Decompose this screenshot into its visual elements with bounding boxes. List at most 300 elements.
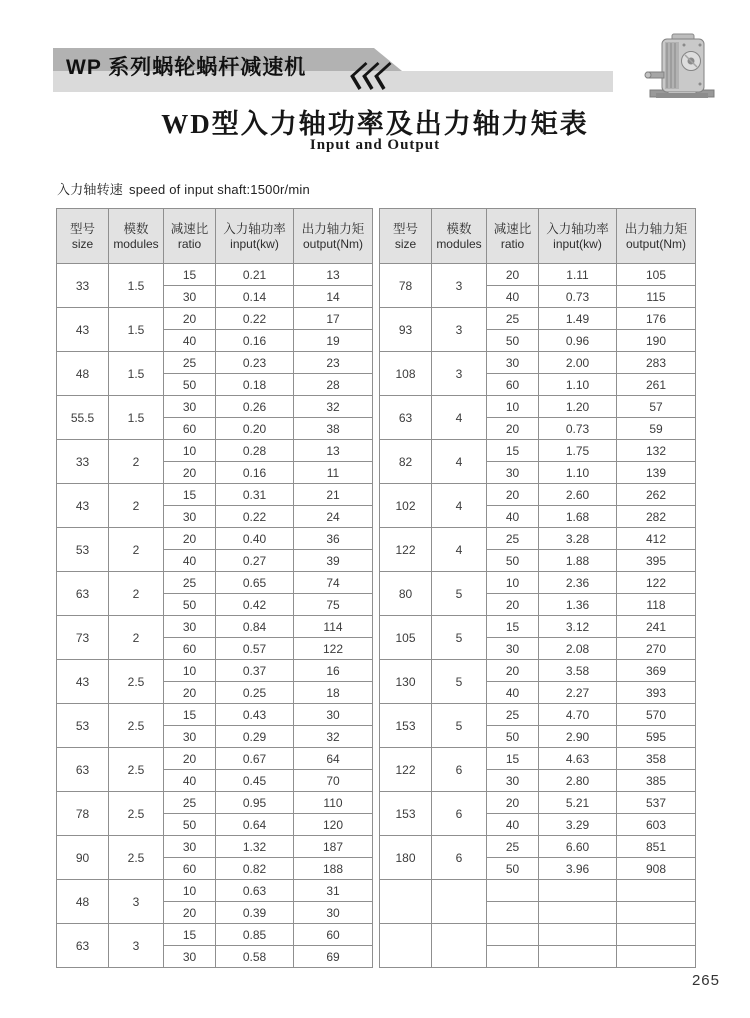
cell-output: 120 <box>294 814 373 836</box>
cell-output: 261 <box>617 374 696 396</box>
cell-ratio: 40 <box>487 506 539 528</box>
cell-output: 28 <box>294 374 373 396</box>
cell-output: 74 <box>294 572 373 594</box>
table-row <box>380 396 696 418</box>
column-header-size <box>57 209 109 264</box>
cell-output: 908 <box>617 858 696 880</box>
table-header-row <box>380 209 696 264</box>
cell-ratio: 20 <box>487 484 539 506</box>
table-row <box>380 308 696 330</box>
cell-modules <box>432 880 487 924</box>
cell-input: 2.00 <box>539 352 617 374</box>
cell-input: 0.84 <box>216 616 294 638</box>
table-row <box>57 308 373 330</box>
cell-output: 570 <box>617 704 696 726</box>
cell-size: 122 <box>380 528 432 572</box>
page-subtitle: Input and Output <box>309 137 441 153</box>
column-header-zh: 型号 <box>69 221 95 236</box>
table-row <box>380 660 696 682</box>
cell-ratio: 50 <box>164 374 216 396</box>
cell-input: 1.20 <box>539 396 617 418</box>
cell-input: 0.42 <box>216 594 294 616</box>
cell-ratio: 50 <box>487 858 539 880</box>
cell-output: 115 <box>617 286 696 308</box>
cell-modules: 6 <box>432 792 487 836</box>
cell-ratio: 10 <box>164 440 216 462</box>
cell-ratio: 20 <box>487 418 539 440</box>
cell-output: 19 <box>294 330 373 352</box>
column-header-zh: 减速比 <box>170 221 209 236</box>
page-title: WD型入力轴功率及出力轴力矩表 <box>161 109 589 139</box>
cell-ratio: 40 <box>164 550 216 572</box>
cell-ratio: 20 <box>164 528 216 550</box>
cell-size: 122 <box>380 748 432 792</box>
cell-input: 5.21 <box>539 792 617 814</box>
cell-output: 187 <box>294 836 373 858</box>
cell-output: 132 <box>617 440 696 462</box>
cell-input: 4.70 <box>539 704 617 726</box>
cell-ratio: 60 <box>164 638 216 660</box>
cell-input: 0.22 <box>216 308 294 330</box>
cell-output: 32 <box>294 396 373 418</box>
column-header-en: size <box>394 236 417 251</box>
cell-output: 110 <box>294 792 373 814</box>
table-row <box>57 704 373 726</box>
cell-modules: 2.5 <box>109 792 164 836</box>
cell-ratio: 10 <box>164 880 216 902</box>
column-header-zh: 入力轴功率 <box>223 221 286 236</box>
cell-output: 70 <box>294 770 373 792</box>
cell-size <box>380 880 432 924</box>
cell-ratio <box>487 946 539 968</box>
cell-output: 122 <box>617 572 696 594</box>
cell-input: 0.18 <box>216 374 294 396</box>
table-row <box>380 352 696 374</box>
cell-ratio: 20 <box>487 264 539 286</box>
cell-ratio: 15 <box>164 924 216 946</box>
cell-output: 385 <box>617 770 696 792</box>
cell-ratio: 15 <box>487 748 539 770</box>
cell-ratio: 30 <box>164 286 216 308</box>
cell-output: 851 <box>617 836 696 858</box>
cell-output: 595 <box>617 726 696 748</box>
series-title: WP 系列蜗轮蜗杆减速机 <box>66 56 307 79</box>
cell-ratio: 30 <box>487 352 539 374</box>
cell-modules: 3 <box>432 352 487 396</box>
cell-modules: 3 <box>109 924 164 968</box>
cell-size: 102 <box>380 484 432 528</box>
table-row <box>380 484 696 506</box>
cell-output: 24 <box>294 506 373 528</box>
cell-input: 2.27 <box>539 682 617 704</box>
cell-input: 0.64 <box>216 814 294 836</box>
column-header-en: size <box>71 236 94 251</box>
table-row <box>380 880 696 902</box>
cell-ratio: 25 <box>164 572 216 594</box>
cell-input: 1.49 <box>539 308 617 330</box>
cell-output: 139 <box>617 462 696 484</box>
cell-output: 122 <box>294 638 373 660</box>
cell-input: 0.16 <box>216 330 294 352</box>
cell-input: 2.90 <box>539 726 617 748</box>
table-row <box>380 836 696 858</box>
cell-input: 0.73 <box>539 418 617 440</box>
cell-ratio: 25 <box>487 704 539 726</box>
cell-modules: 6 <box>432 748 487 792</box>
column-header-en: modules <box>113 236 159 251</box>
column-header-size <box>380 209 432 264</box>
cell-modules: 2.5 <box>109 704 164 748</box>
column-header-en: ratio <box>177 236 202 251</box>
cell-input: 0.21 <box>216 264 294 286</box>
cell-ratio: 30 <box>164 616 216 638</box>
cell-ratio: 50 <box>164 594 216 616</box>
column-header-zh: 模数 <box>123 221 149 236</box>
cell-output: 17 <box>294 308 373 330</box>
cell-output: 537 <box>617 792 696 814</box>
table-row <box>57 792 373 814</box>
speed-note-en: speed of input shaft:1500r/min <box>129 182 310 197</box>
cell-size: 63 <box>380 396 432 440</box>
cell-input: 0.23 <box>216 352 294 374</box>
cell-size: 90 <box>57 836 109 880</box>
cell-input: 0.16 <box>216 462 294 484</box>
cell-ratio: 50 <box>487 726 539 748</box>
cell-ratio: 30 <box>487 462 539 484</box>
cell-size: 73 <box>57 616 109 660</box>
cell-modules: 6 <box>432 836 487 880</box>
cell-input <box>539 880 617 902</box>
cell-input: 0.58 <box>216 946 294 968</box>
cell-output: 60 <box>294 924 373 946</box>
cell-ratio <box>487 902 539 924</box>
cell-size: 55.5 <box>57 396 109 440</box>
cell-input: 0.22 <box>216 506 294 528</box>
cell-ratio: 15 <box>164 704 216 726</box>
cell-input: 1.10 <box>539 374 617 396</box>
cell-modules: 4 <box>432 484 487 528</box>
cell-ratio: 40 <box>164 770 216 792</box>
cell-modules: 1.5 <box>109 264 164 308</box>
cell-input: 2.60 <box>539 484 617 506</box>
cell-ratio: 30 <box>164 506 216 528</box>
cell-output: 190 <box>617 330 696 352</box>
cell-modules: 5 <box>432 616 487 660</box>
cell-ratio <box>487 880 539 902</box>
column-header-en: output(Nm) <box>302 236 364 251</box>
cell-ratio: 10 <box>487 572 539 594</box>
cell-modules: 1.5 <box>109 396 164 440</box>
cell-output: 30 <box>294 704 373 726</box>
cell-size: 153 <box>380 704 432 748</box>
cell-size: 108 <box>380 352 432 396</box>
cell-size: 48 <box>57 880 109 924</box>
cell-input: 0.82 <box>216 858 294 880</box>
cell-size: 43 <box>57 308 109 352</box>
cell-output: 176 <box>617 308 696 330</box>
cell-output: 31 <box>294 880 373 902</box>
cell-ratio: 30 <box>164 946 216 968</box>
cell-input: 2.80 <box>539 770 617 792</box>
cell-modules: 5 <box>432 660 487 704</box>
column-header-output-nm- <box>617 209 696 264</box>
cell-input: 1.68 <box>539 506 617 528</box>
column-header-ratio <box>487 209 539 264</box>
cell-modules: 1.5 <box>109 308 164 352</box>
cell-input: 0.37 <box>216 660 294 682</box>
table-row <box>57 396 373 418</box>
cell-input: 0.40 <box>216 528 294 550</box>
table-row <box>380 572 696 594</box>
cell-input: 0.95 <box>216 792 294 814</box>
column-header-zh: 出力轴力矩 <box>624 221 688 236</box>
cell-ratio: 50 <box>487 550 539 572</box>
cell-input <box>539 902 617 924</box>
cell-size: 153 <box>380 792 432 836</box>
cell-input: 0.31 <box>216 484 294 506</box>
cell-output: 283 <box>617 352 696 374</box>
cell-modules: 2 <box>109 440 164 484</box>
column-header-en: input(kw) <box>553 236 602 251</box>
cell-input: 6.60 <box>539 836 617 858</box>
cell-modules: 1.5 <box>109 352 164 396</box>
table-row <box>57 484 373 506</box>
cell-ratio: 60 <box>487 374 539 396</box>
table-row <box>57 836 373 858</box>
table-header-row <box>57 209 373 264</box>
cell-input: 0.28 <box>216 440 294 462</box>
column-header-zh: 模数 <box>446 221 472 236</box>
cell-output <box>617 902 696 924</box>
cell-output: 57 <box>617 396 696 418</box>
cell-size: 93 <box>380 308 432 352</box>
cell-output: 39 <box>294 550 373 572</box>
cell-ratio: 60 <box>164 418 216 440</box>
cell-size: 43 <box>57 660 109 704</box>
cell-output: 114 <box>294 616 373 638</box>
cell-output: 412 <box>617 528 696 550</box>
cell-size <box>380 924 432 968</box>
cell-modules: 3 <box>432 264 487 308</box>
cell-input: 0.45 <box>216 770 294 792</box>
cell-ratio: 10 <box>164 660 216 682</box>
column-header-zh: 减速比 <box>493 221 532 236</box>
cell-input: 4.63 <box>539 748 617 770</box>
cell-input: 0.73 <box>539 286 617 308</box>
cell-output: 38 <box>294 418 373 440</box>
cell-ratio: 50 <box>164 814 216 836</box>
cell-ratio: 15 <box>487 440 539 462</box>
cell-input: 0.14 <box>216 286 294 308</box>
table-row <box>57 352 373 374</box>
cell-size: 130 <box>380 660 432 704</box>
cell-input: 0.85 <box>216 924 294 946</box>
table-row <box>380 748 696 770</box>
column-header-modules <box>432 209 487 264</box>
cell-ratio: 25 <box>164 352 216 374</box>
cell-output: 118 <box>617 594 696 616</box>
cell-output <box>617 946 696 968</box>
cell-ratio: 20 <box>487 792 539 814</box>
cell-ratio: 40 <box>487 286 539 308</box>
cell-size: 63 <box>57 924 109 968</box>
cell-output: 75 <box>294 594 373 616</box>
cell-input: 0.43 <box>216 704 294 726</box>
cell-output: 241 <box>617 616 696 638</box>
cell-input: 2.36 <box>539 572 617 594</box>
cell-input: 0.65 <box>216 572 294 594</box>
table-row <box>380 616 696 638</box>
cell-output: 358 <box>617 748 696 770</box>
table-row <box>380 924 696 946</box>
table-row <box>57 660 373 682</box>
cell-modules <box>432 924 487 968</box>
cell-size: 48 <box>57 352 109 396</box>
cell-modules: 4 <box>432 396 487 440</box>
column-header-zh: 出力轴力矩 <box>301 221 365 236</box>
cell-size: 180 <box>380 836 432 880</box>
cell-modules: 3 <box>109 880 164 924</box>
cell-ratio: 30 <box>164 726 216 748</box>
cell-input: 0.29 <box>216 726 294 748</box>
column-header-ratio <box>164 209 216 264</box>
cell-size: 78 <box>57 792 109 836</box>
cell-output <box>617 924 696 946</box>
cell-output: 69 <box>294 946 373 968</box>
cell-input: 0.27 <box>216 550 294 572</box>
cell-output: 105 <box>617 264 696 286</box>
spec-table-right <box>379 208 696 968</box>
cell-input: 0.25 <box>216 682 294 704</box>
cell-modules: 2 <box>109 572 164 616</box>
cell-output: 14 <box>294 286 373 308</box>
cell-input: 0.63 <box>216 880 294 902</box>
cell-output: 603 <box>617 814 696 836</box>
cell-modules: 5 <box>432 572 487 616</box>
cell-output: 369 <box>617 660 696 682</box>
cell-ratio: 25 <box>487 836 539 858</box>
cell-output: 21 <box>294 484 373 506</box>
cell-input: 0.26 <box>216 396 294 418</box>
cell-input: 1.11 <box>539 264 617 286</box>
cell-size: 53 <box>57 704 109 748</box>
cell-ratio: 10 <box>487 396 539 418</box>
cell-output: 11 <box>294 462 373 484</box>
cell-modules: 2 <box>109 484 164 528</box>
cell-input: 0.39 <box>216 902 294 924</box>
cell-ratio: 20 <box>164 902 216 924</box>
cell-modules: 4 <box>432 440 487 484</box>
cell-size: 33 <box>57 264 109 308</box>
cell-ratio: 25 <box>164 792 216 814</box>
cell-output: 30 <box>294 902 373 924</box>
cell-modules: 3 <box>432 308 487 352</box>
cell-input <box>539 924 617 946</box>
speed-note-zh: 入力轴转速 <box>57 182 124 197</box>
cell-ratio: 40 <box>164 330 216 352</box>
cell-ratio: 20 <box>164 462 216 484</box>
column-header-input-kw- <box>539 209 617 264</box>
table-row <box>57 440 373 462</box>
cell-output: 270 <box>617 638 696 660</box>
cell-modules: 4 <box>432 528 487 572</box>
cell-size: 63 <box>57 572 109 616</box>
table-row <box>380 528 696 550</box>
cell-size: 78 <box>380 264 432 308</box>
cell-input: 3.29 <box>539 814 617 836</box>
cell-ratio: 30 <box>164 836 216 858</box>
table-row <box>380 792 696 814</box>
column-header-zh: 型号 <box>392 221 418 236</box>
cell-ratio: 20 <box>487 594 539 616</box>
cell-ratio: 30 <box>487 638 539 660</box>
cell-input: 1.10 <box>539 462 617 484</box>
cell-modules: 2.5 <box>109 836 164 880</box>
cell-ratio: 15 <box>164 484 216 506</box>
cell-input: 1.88 <box>539 550 617 572</box>
cell-input <box>539 946 617 968</box>
cell-output: 16 <box>294 660 373 682</box>
cell-output: 18 <box>294 682 373 704</box>
table-row <box>57 528 373 550</box>
cell-input: 0.67 <box>216 748 294 770</box>
cell-ratio: 30 <box>164 396 216 418</box>
cell-input: 1.36 <box>539 594 617 616</box>
cell-ratio: 40 <box>487 814 539 836</box>
cell-ratio <box>487 924 539 946</box>
cell-ratio: 20 <box>164 682 216 704</box>
cell-output: 262 <box>617 484 696 506</box>
cell-input: 3.28 <box>539 528 617 550</box>
cell-output: 23 <box>294 352 373 374</box>
cell-output: 36 <box>294 528 373 550</box>
cell-size: 63 <box>57 748 109 792</box>
cell-output: 282 <box>617 506 696 528</box>
table-row <box>380 264 696 286</box>
cell-ratio: 40 <box>487 682 539 704</box>
cell-size: 105 <box>380 616 432 660</box>
cell-size: 82 <box>380 440 432 484</box>
cell-input: 0.57 <box>216 638 294 660</box>
cell-output <box>617 880 696 902</box>
cell-output: 13 <box>294 264 373 286</box>
table-row <box>380 704 696 726</box>
cell-modules: 2.5 <box>109 660 164 704</box>
table-row <box>57 264 373 286</box>
cell-ratio: 20 <box>164 308 216 330</box>
cell-input: 3.58 <box>539 660 617 682</box>
cell-output: 188 <box>294 858 373 880</box>
cell-modules: 2 <box>109 528 164 572</box>
cell-modules: 5 <box>432 704 487 748</box>
column-header-input-kw- <box>216 209 294 264</box>
cell-output: 13 <box>294 440 373 462</box>
table-row <box>57 616 373 638</box>
cell-output: 395 <box>617 550 696 572</box>
cell-output: 393 <box>617 682 696 704</box>
spec-table-left <box>56 208 373 968</box>
column-header-en: modules <box>436 236 482 251</box>
input-shaft-speed-note <box>57 179 310 198</box>
cell-input: 1.75 <box>539 440 617 462</box>
column-header-zh: 入力轴功率 <box>546 221 609 236</box>
column-header-output-nm- <box>294 209 373 264</box>
triple-left-chevron-icon <box>347 61 393 91</box>
table-row <box>57 572 373 594</box>
column-header-en: ratio <box>500 236 525 251</box>
cell-ratio: 60 <box>164 858 216 880</box>
cell-output: 64 <box>294 748 373 770</box>
